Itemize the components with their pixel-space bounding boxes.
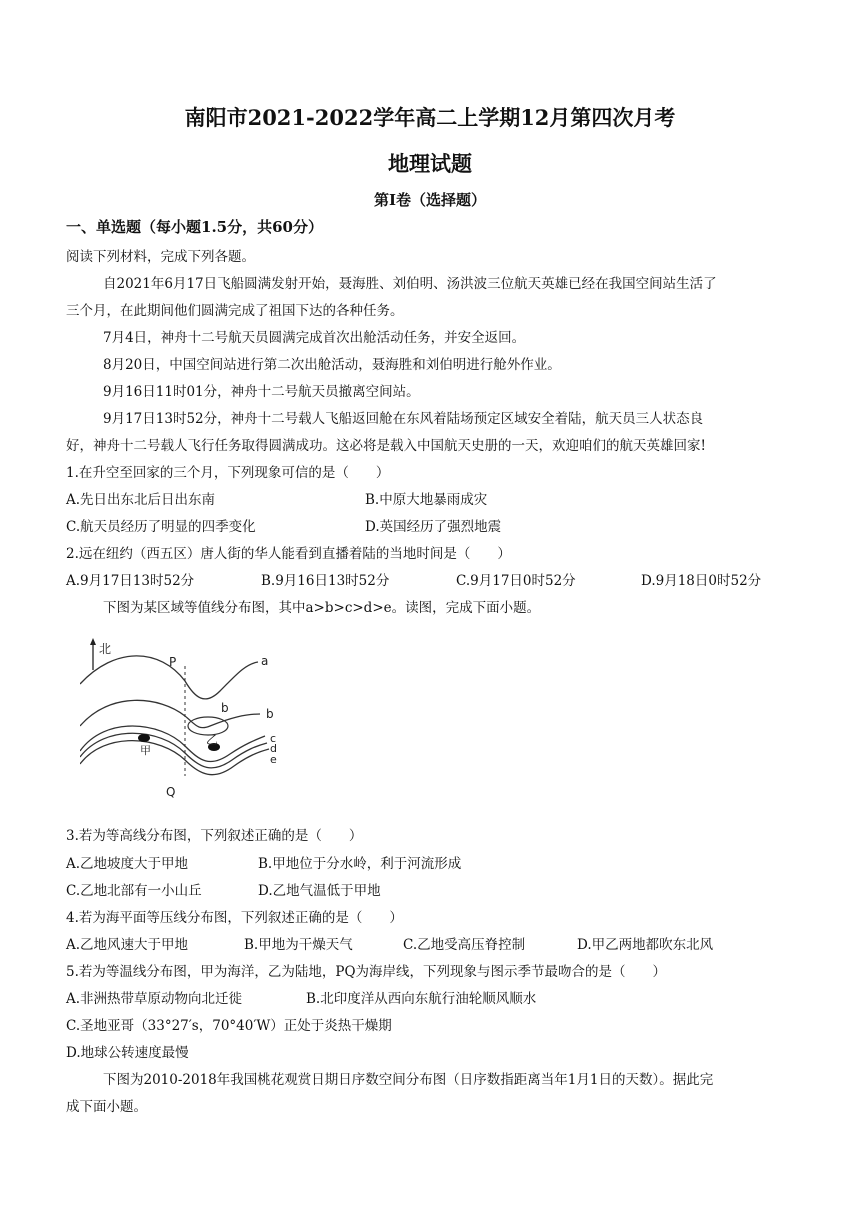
q4-option-c[interactable]: C.乙地受高压脊控制 <box>403 937 526 953</box>
passage-line: 三个月，在此期间他们圆满完成了祖国下达的各种任务。 <box>66 303 404 319</box>
isoline-e <box>80 741 269 775</box>
label-b-loop: b <box>221 701 229 715</box>
part-heading: 第Ⅰ卷（选择题） <box>373 191 487 209</box>
q1-option-b[interactable]: B.中原大地暴雨成灾 <box>365 492 488 508</box>
isoline-b <box>80 700 260 727</box>
q5-option-d[interactable]: D.地球公转速度最慢 <box>66 1045 189 1061</box>
label-a: a <box>261 654 269 668</box>
point-jia-marker <box>138 734 150 742</box>
q2-option-d[interactable]: D.9月18日0时52分 <box>641 573 762 589</box>
question-1-stem: 1.在升空至回家的三个月，下列现象可信的是（ ） <box>66 465 390 481</box>
q3-option-c[interactable]: C.乙地北部有一小山丘 <box>66 883 202 899</box>
passage-line: 8月20日，中国空间站进行第二次出舱活动，聂海胜和刘伯明进行舱外作业。 <box>103 357 561 373</box>
q5-option-b[interactable]: B.北印度洋从西向东航行油轮顺风顺水 <box>306 991 537 1007</box>
q5-option-a[interactable]: A.非洲热带草原动物向北迁徙 <box>66 991 243 1007</box>
q4-option-b[interactable]: B.甲地为干燥天气 <box>244 937 353 953</box>
q3-option-a[interactable]: A.乙地坡度大于甲地 <box>66 856 189 872</box>
question-3-stem: 3.若为等高线分布图，下列叙述正确的是（ ） <box>66 828 363 844</box>
label-d: d <box>270 742 277 755</box>
passage-line: 7月4日，神舟十二号航天员圆满完成首次出舱活动任务，并安全返回。 <box>103 330 526 346</box>
north-arrowhead-icon <box>90 638 96 645</box>
label-b-outer: b <box>266 707 274 721</box>
passage-line: 9月17日13时52分，神舟十二号载人飞船返回舱在东风着陆场预定区域安全着陆，航天员三人状态良 <box>103 411 704 427</box>
exam-title: 南阳市2021-2022学年高二上学期12月第四次月考 <box>184 105 676 130</box>
label-p: P <box>169 655 177 669</box>
next-intro-line: 下图为2010-2018年我国桃花观赏日期日序数空间分布图（日序数指距离当年1月1日的天数）。据此完 <box>103 1072 714 1088</box>
north-label: 北 <box>99 642 112 656</box>
q4-option-d[interactable]: D.甲乙两地都吹东北风 <box>577 937 714 953</box>
q3-option-b[interactable]: B.甲地位于分水岭，利于河流形成 <box>258 856 462 872</box>
question-5-stem: 5.若为等温线分布图，甲为海洋，乙为陆地，PQ为海岸线，下列现象与图示季节最吻合的是（ ） <box>66 964 667 980</box>
passage-line: 自2021年6月17日飞船圆满发射开始，聂海胜、刘伯明、汤洪波三位航天英雄已经在我国空间站生活了 <box>103 276 717 292</box>
label-e: e <box>270 753 277 766</box>
q2-option-a[interactable]: A.9月17日13时52分 <box>66 573 195 589</box>
q3-option-d[interactable]: D.乙地气温低于甲地 <box>258 883 381 899</box>
q1-option-a[interactable]: A.先日出东北后日出东南 <box>66 492 216 508</box>
passage-line: 好，神舟十二号载人飞行任务取得圆满成功。这必将是载入中国航天史册的一天，欢迎咱们的航天英雄回家! <box>66 438 706 454</box>
q4-option-a[interactable]: A.乙地风速大于甲地 <box>66 937 189 953</box>
label-yi: 乙 <box>206 733 219 747</box>
isoline-figure <box>80 636 300 806</box>
isoline-map <box>80 636 300 806</box>
exam-subject: 地理试题 <box>388 151 472 176</box>
label-jia: 甲 <box>140 744 151 757</box>
q5-option-c[interactable]: C.圣地亚哥（33°27′s，70°40′W）正处于炎热干燥期 <box>66 1018 392 1034</box>
label-q: Q <box>166 785 176 799</box>
section-heading: 一、单选题（每小题1.5分，共60分） <box>66 218 323 236</box>
question-4-stem: 4.若为海平面等压线分布图，下列叙述正确的是（ ） <box>66 910 403 926</box>
next-intro-line: 成下面小题。 <box>66 1099 147 1115</box>
passage-line: 9月16日11时01分，神舟十二号航天员撤离空间站。 <box>103 384 420 400</box>
question-2-stem: 2.远在纽约（西五区）唐人街的华人能看到直播着陆的当地时间是（ ） <box>66 546 511 562</box>
figure-intro: 下图为某区域等值线分布图，其中a>b>c>d>e。读图，完成下面小题。 <box>103 600 541 616</box>
q2-option-c[interactable]: C.9月17日0时52分 <box>456 573 576 589</box>
label-c: c <box>270 732 277 745</box>
q2-option-b[interactable]: B.9月16日13时52分 <box>261 573 390 589</box>
q1-option-c[interactable]: C.航天员经历了明显的四季变化 <box>66 519 256 535</box>
section-intro: 阅读下列材料，完成下列各题。 <box>66 249 255 265</box>
q1-option-d[interactable]: D.英国经历了强烈地震 <box>365 519 502 535</box>
